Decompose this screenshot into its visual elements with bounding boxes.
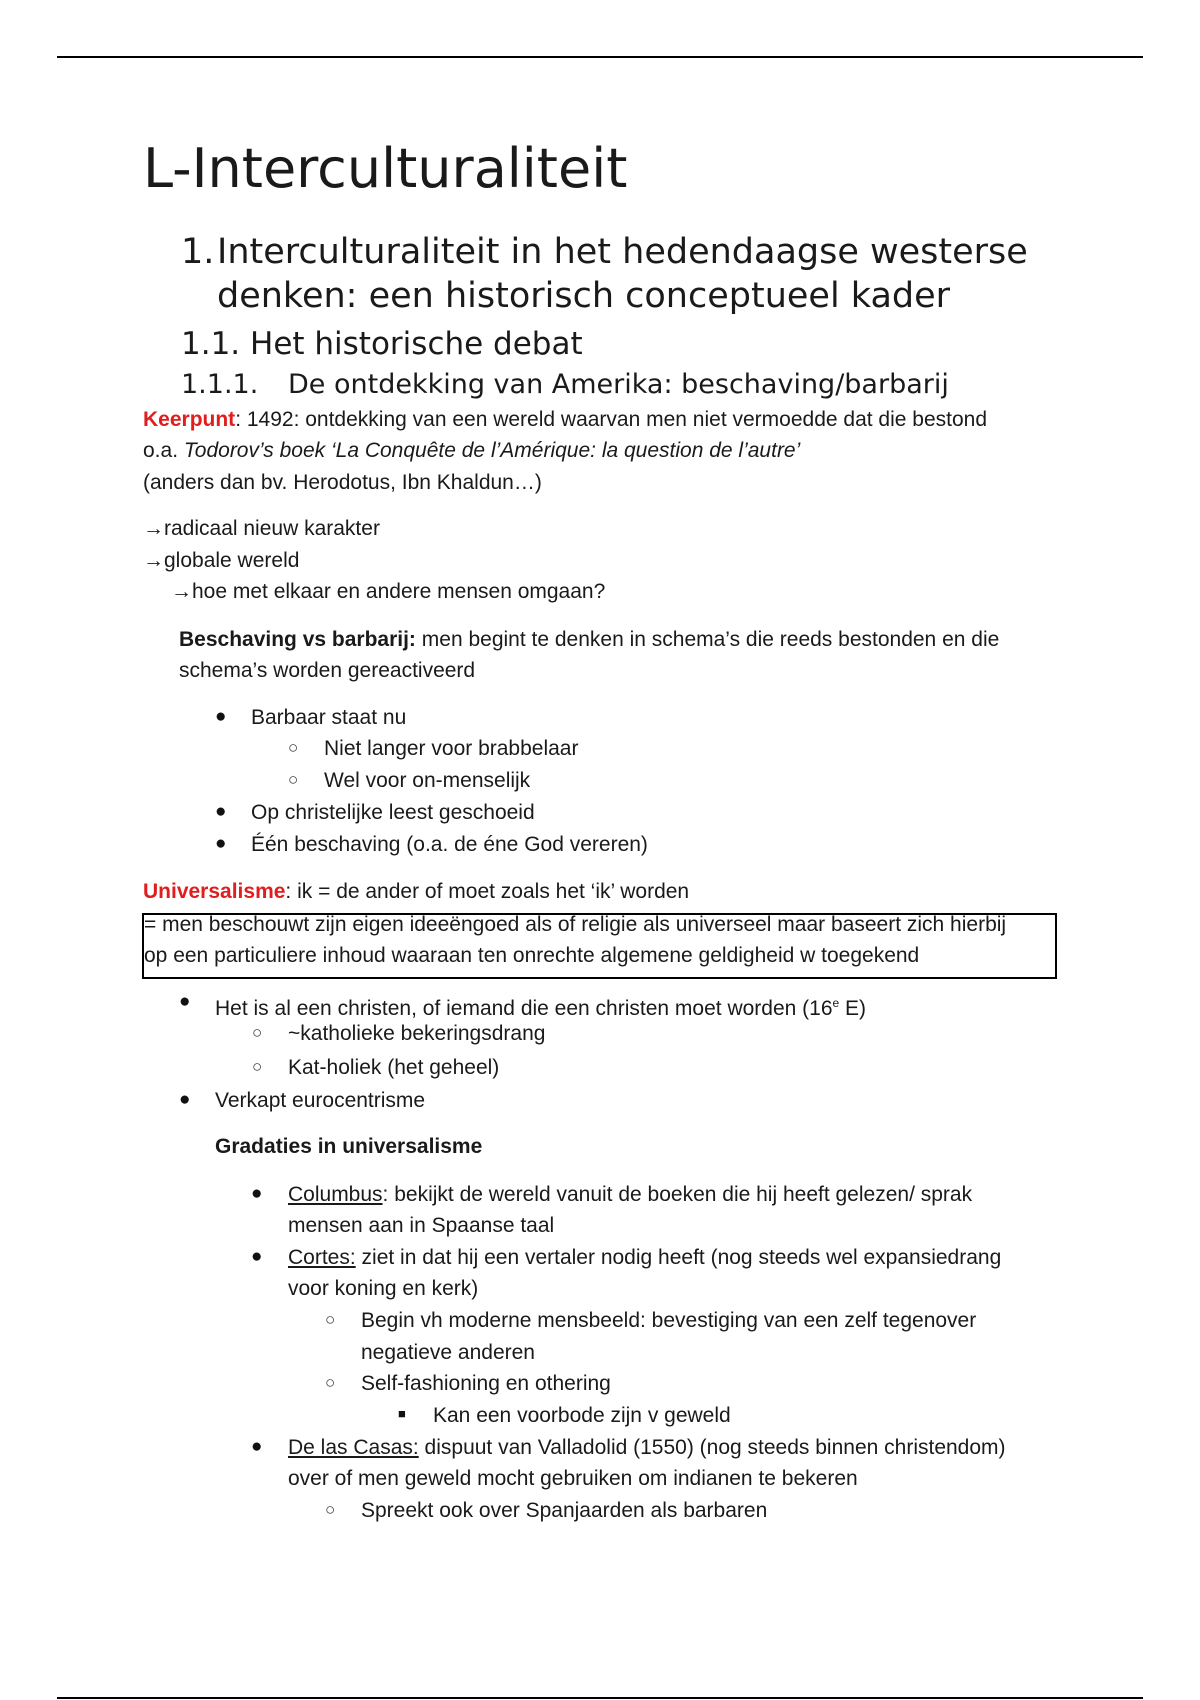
lascasas-sub: Spreekt ook over Spanjaarden als barbaren <box>361 1499 768 1522</box>
bullet-icon: ● <box>215 833 227 854</box>
beschaving-line1 <box>179 625 999 655</box>
list-item: Één beschaving (o.a. de éne God vereren) <box>251 833 648 856</box>
arrow-item-2: →globale wereld <box>143 549 300 572</box>
keerpunt-label: Keerpunt <box>143 408 236 431</box>
bottom-page-rule <box>57 1697 1143 1699</box>
circle-bullet-icon: ○ <box>252 1023 263 1042</box>
gradaties-heading: Gradaties in universalisme <box>215 1135 483 1158</box>
circle-bullet-icon: ○ <box>252 1057 263 1076</box>
beschaving-label: Beschaving vs barbarij: <box>179 628 416 651</box>
heading2: 1.1. Het historische debat <box>181 326 583 362</box>
heading1-line2: denken: een historisch conceptueel kader <box>217 276 951 316</box>
square-bullet-icon: ■ <box>398 1406 406 1421</box>
cortes-subsub: Kan een voorbode zijn v geweld <box>433 1404 731 1427</box>
arrow-item-3: →hoe met elkaar en andere mensen omgaan? <box>171 580 606 603</box>
definition-line2: op een particuliere inhoud waaraan ten onrechte algemene geldigheid w toegekend <box>144 944 920 967</box>
beschaving-text: men begint te denken in schema’s die reeds bestonden en die <box>415 628 1000 651</box>
columbus-line1 <box>288 1180 972 1210</box>
bullet-icon: ● <box>251 1246 263 1267</box>
definition-line1: = men beschouwt zijn eigen ideeëngoed als of religie als universeel maar baseert zich hierbij <box>144 913 1007 936</box>
list-item: ~katholieke bekeringsdrang <box>288 1022 546 1045</box>
cortes-text: ziet in dat hij een vertaler nodig heeft (nog steeds wel expansiedrang <box>355 1246 1002 1269</box>
universalisme-label: Universalisme <box>143 880 286 903</box>
keerpunt-line2 <box>143 436 800 466</box>
bullet-icon: ● <box>251 1436 263 1457</box>
todorov-book: Todorov’s boek ‘La Conquête de l’Amérique: la question de l’autre’ <box>183 439 801 462</box>
columbus-line2: mensen aan in Spaanse taal <box>288 1214 555 1237</box>
heading3-number: 1.1.1. <box>181 369 259 400</box>
keerpunt-line2-prefix: o.a. <box>143 439 184 462</box>
heading1-line1: Interculturaliteit in het hedendaagse westerse <box>217 232 1028 272</box>
bullet-icon: ● <box>179 1089 191 1110</box>
circle-bullet-icon: ○ <box>325 1310 336 1329</box>
list-item-text: Het is al een christen, of iemand die een christen moet worden (16 <box>215 997 833 1020</box>
lascasas-name: De las Casas: <box>288 1436 419 1459</box>
bullet-icon: ● <box>215 706 227 727</box>
superscript: e <box>832 996 840 1010</box>
circle-bullet-icon: ○ <box>288 770 299 789</box>
cortes-name: Cortes: <box>288 1246 356 1269</box>
lascasas-line1 <box>288 1433 1006 1463</box>
universalisme-text: : ik = de ander of moet zoals het ‘ik’ worden <box>285 880 690 903</box>
circle-bullet-icon: ○ <box>325 1373 336 1392</box>
bullet-icon: ● <box>179 991 191 1012</box>
keerpunt-line3: (anders dan bv. Herodotus, Ibn Khaldun…) <box>143 471 542 494</box>
bullet-icon: ● <box>251 1183 263 1204</box>
document-title: L-Interculturaliteit <box>143 137 628 200</box>
columbus-text: : bekijkt de wereld vanuit de boeken die hij heeft gelezen/ sprak <box>382 1183 973 1206</box>
list-item: Barbaar staat nu <box>251 706 407 729</box>
heading1-number: 1. <box>181 232 215 272</box>
list-item: Op christelijke leest geschoeid <box>251 801 535 824</box>
list-item: Wel voor on-menselijk <box>324 769 531 792</box>
arrow-item-1: →radicaal nieuw karakter <box>143 517 380 540</box>
circle-bullet-icon: ○ <box>325 1500 336 1519</box>
keerpunt-line <box>143 405 987 435</box>
cortes-line1 <box>288 1243 1001 1273</box>
keerpunt-text: : 1492: ontdekking van een wereld waarvan men niet vermoedde dat die bestond <box>235 408 988 431</box>
columbus-name: Columbus <box>288 1183 383 1206</box>
list-item: Verkapt eurocentrisme <box>215 1089 426 1112</box>
cortes-sub1-line2: negatieve anderen <box>361 1341 535 1364</box>
list-item: Kat-holiek (het geheel) <box>288 1056 500 1079</box>
top-page-rule <box>57 56 1143 58</box>
bullet-icon: ● <box>215 801 227 822</box>
heading3-text: De ontdekking van Amerika: beschaving/barbarij <box>288 369 949 400</box>
beschaving-line2: schema’s worden gereactiveerd <box>179 659 476 682</box>
circle-bullet-icon: ○ <box>288 738 299 757</box>
lascasas-line2: over of men geweld mocht gebruiken om indianen te bekeren <box>288 1467 858 1490</box>
cortes-sub1-line1: Begin vh moderne mensbeeld: bevestiging van een zelf tegenover <box>361 1309 977 1332</box>
list-item: Niet langer voor brabbelaar <box>324 737 579 760</box>
list-item-text-end: E) <box>839 997 867 1020</box>
cortes-line2: voor koning en kerk) <box>288 1277 479 1300</box>
universalisme-line <box>143 877 689 907</box>
lascasas-text: dispuut van Valladolid (1550) (nog steeds binnen christendom) <box>418 1436 1006 1459</box>
cortes-sub2: Self-fashioning en othering <box>361 1372 611 1395</box>
